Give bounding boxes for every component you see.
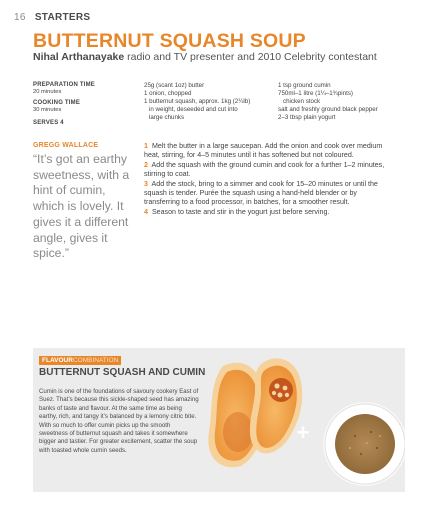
ingredient-line: 1 butternut squash, approx. 1kg (2¼lb) [144,98,251,105]
author-name: Nihal Arthanayake [33,51,125,63]
cumin-bowl-icon [323,402,405,486]
flavour-tag-light: COMBINATION [72,357,119,364]
cook-time-value: 30 minutes [33,107,62,113]
plus-sign: + [296,420,310,445]
recipe-byline [33,51,377,63]
ingredient-line: 2–3 tbsp plain yogurt [278,114,336,121]
step-text: Melt the butter in a large saucepan. Add the onion and cook over medium heat, stirring, for 4–5 minutes until it has softened but not coloured. [144,142,383,160]
serves-label: SERVES 4 [33,120,64,126]
cook-time [33,100,80,113]
squash-half-right-icon [250,358,302,453]
squash-cumin-illustration [205,348,405,492]
ingredients-column-2 [278,82,378,122]
ingredient-line: chicken stock [283,98,321,105]
ingredient-line: 1 tsp ground cumin [278,82,331,89]
step-number: 1 [144,142,148,150]
ingredients-column-1 [144,82,250,122]
flavour-title: BUTTERNUT SQUASH AND CUMIN [39,367,206,378]
prep-time [33,82,95,95]
step-number: 3 [144,179,148,188]
prep-time-label: PREPARATION TIME [33,82,95,88]
prep-time-value: 20 minutes [33,89,62,95]
ingredient-line: 25g (scant 1oz) butter [144,82,205,89]
page-header [14,12,90,23]
method-steps [144,142,392,217]
step-text: Add the stock, bring to a simmer and cook for 15–20 minutes or until the squash is tender. Purée the squash using a hand-held blender or by transferring to a food processor, in batches, for a smoother result. [144,179,378,207]
recipe-title: BUTTERNUT SQUASH SOUP [33,30,306,52]
method-step-4 [144,208,392,217]
cook-time-label: COOKING TIME [33,100,81,106]
flavour-tag-bold: FLAVOUR [42,357,73,364]
ingredient-line: salt and freshly ground black pepper [278,106,378,113]
author-role: radio and TV presenter and 2010 Celebrity contestant [127,51,377,63]
ingredient-line: in weight, deseeded and cut into [149,106,238,113]
method-step-1 [144,142,392,161]
flavour-tag [39,356,121,365]
step-text: Add the squash with the ground cumin and cook for a further 1–2 minutes, stirring to coat. [144,160,385,179]
quote-author: GREGG WALLACE [33,142,99,149]
ingredient-line: large chunks [149,114,185,121]
step-number: 4 [144,207,148,216]
ingredient-line: 750ml–1 litre (1¼–1¾pints) [278,90,353,97]
step-text: Season to taste and stir in the yogurt just before serving. [151,207,330,216]
method-step-3 [144,180,392,208]
method-step-2 [144,161,392,180]
ingredient-line: 1 onion, chopped [144,90,192,97]
serves [33,120,64,126]
pull-quote: “It’s got an earthy sweetness, with a hint of cumin, which is lovely. It gives it a different angle, gives it spice.” [33,152,130,261]
flavour-body: Cumin is one of the foundations of savoury cookery East of Suez. That’s because this sickle-shaped seed has amazing banks of taste and flavour. At the same time as being earthy, rich, and tangy it’s balanced by a lemony citric bite. With so much to offer cumin picks up the smooth sweetness of butternut squash and takes it somewhere bigger and tastier. For greater excitement, scatter the soup with toasted whole cumin seeds. [39,388,199,454]
section-title: STARTERS [34,12,91,23]
step-number: 2 [144,160,148,169]
page-number: 16 [14,12,26,23]
